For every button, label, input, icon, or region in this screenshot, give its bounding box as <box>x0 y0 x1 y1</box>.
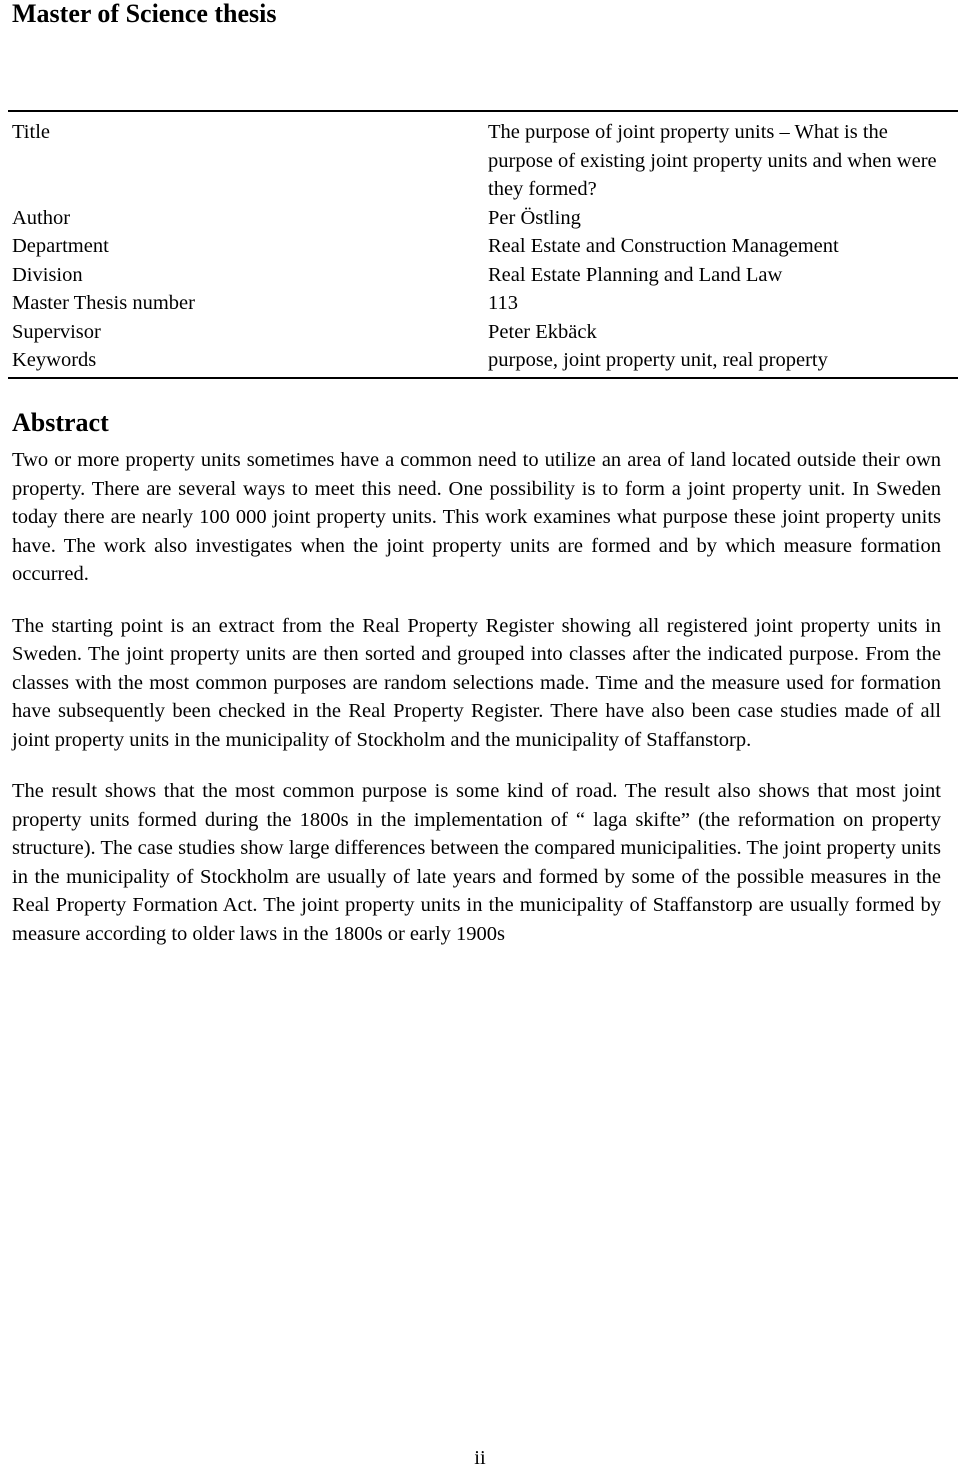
table-bottom-rule <box>8 377 958 379</box>
page-title: Master of Science thesis <box>12 0 277 28</box>
meta-value-author: Per Östling <box>488 206 581 229</box>
meta-label: Department <box>12 235 109 257</box>
meta-value-keywords: purpose, joint property unit, real property <box>488 349 828 371</box>
thesis-metadata-table <box>12 118 957 375</box>
meta-value-supervisor: Peter Ekbäck <box>488 320 597 343</box>
meta-label: Supervisor <box>12 320 101 343</box>
meta-row-title <box>12 118 957 204</box>
meta-label: Division <box>12 263 83 286</box>
meta-row-thesis-number <box>12 289 957 318</box>
abstract-heading: Abstract <box>12 408 109 437</box>
meta-label: Title <box>12 121 50 143</box>
abstract-paragraph: Two or more property units sometimes have a common need to utilize an area of land located outside their own property. There are several ways to meet this need. One possibility is to form a joint property unit. In Sweden today there are nearly 100 000 joint property units. This work examines what purpose these joint property units have. The work also investigates when the joint property units are formed and by which measure formation occurred. <box>12 449 941 585</box>
meta-value-department: Real Estate and Construction Management <box>488 235 839 257</box>
meta-row-author <box>12 204 957 233</box>
meta-label: Master Thesis number <box>12 292 195 314</box>
abstract-body <box>12 446 941 971</box>
meta-value-title: The purpose of joint property units – What is the purpose of existing joint property units and when were they formed? <box>488 121 937 200</box>
abstract-paragraph: The starting point is an extract from the Real Property Register showing all registered joint property units in Sweden. The joint property units are then sorted and grouped into classes after the indicated purpose. From the classes with the most common purposes are random selections made. Time and the measure used for formation have subsequently been checked in the Real Property Register. There have also been case studies made of all joint property units in the municipality of Stockholm and the municipality of Staffanstorp. <box>12 614 941 751</box>
meta-row-supervisor <box>12 318 957 347</box>
abstract-paragraph: The result shows that the most common purpose is some kind of road. The result also shows that most joint property units formed during the 1800s in the implementation of “ laga skifte” (the reformation on property structure). The case studies show large differences between the compared municipalities. The joint property units in the municipality of Stockholm are usually of late years and formed by some of the possible measures in the Real Property Formation Act. The joint property units in the municipality of Staffanstorp are usually formed by measure according to older laws in the 1800s or early 1900s <box>12 780 941 945</box>
meta-value-division: Real Estate Planning and Land Law <box>488 263 783 286</box>
table-top-rule <box>8 110 958 112</box>
meta-row-department <box>12 232 957 261</box>
meta-row-keywords <box>12 346 957 375</box>
page-number: ii <box>474 1447 486 1469</box>
meta-label: Keywords <box>12 349 97 371</box>
meta-value-thesis-number: 113 <box>488 292 518 314</box>
meta-row-division <box>12 261 957 290</box>
meta-label: Author <box>12 206 71 229</box>
